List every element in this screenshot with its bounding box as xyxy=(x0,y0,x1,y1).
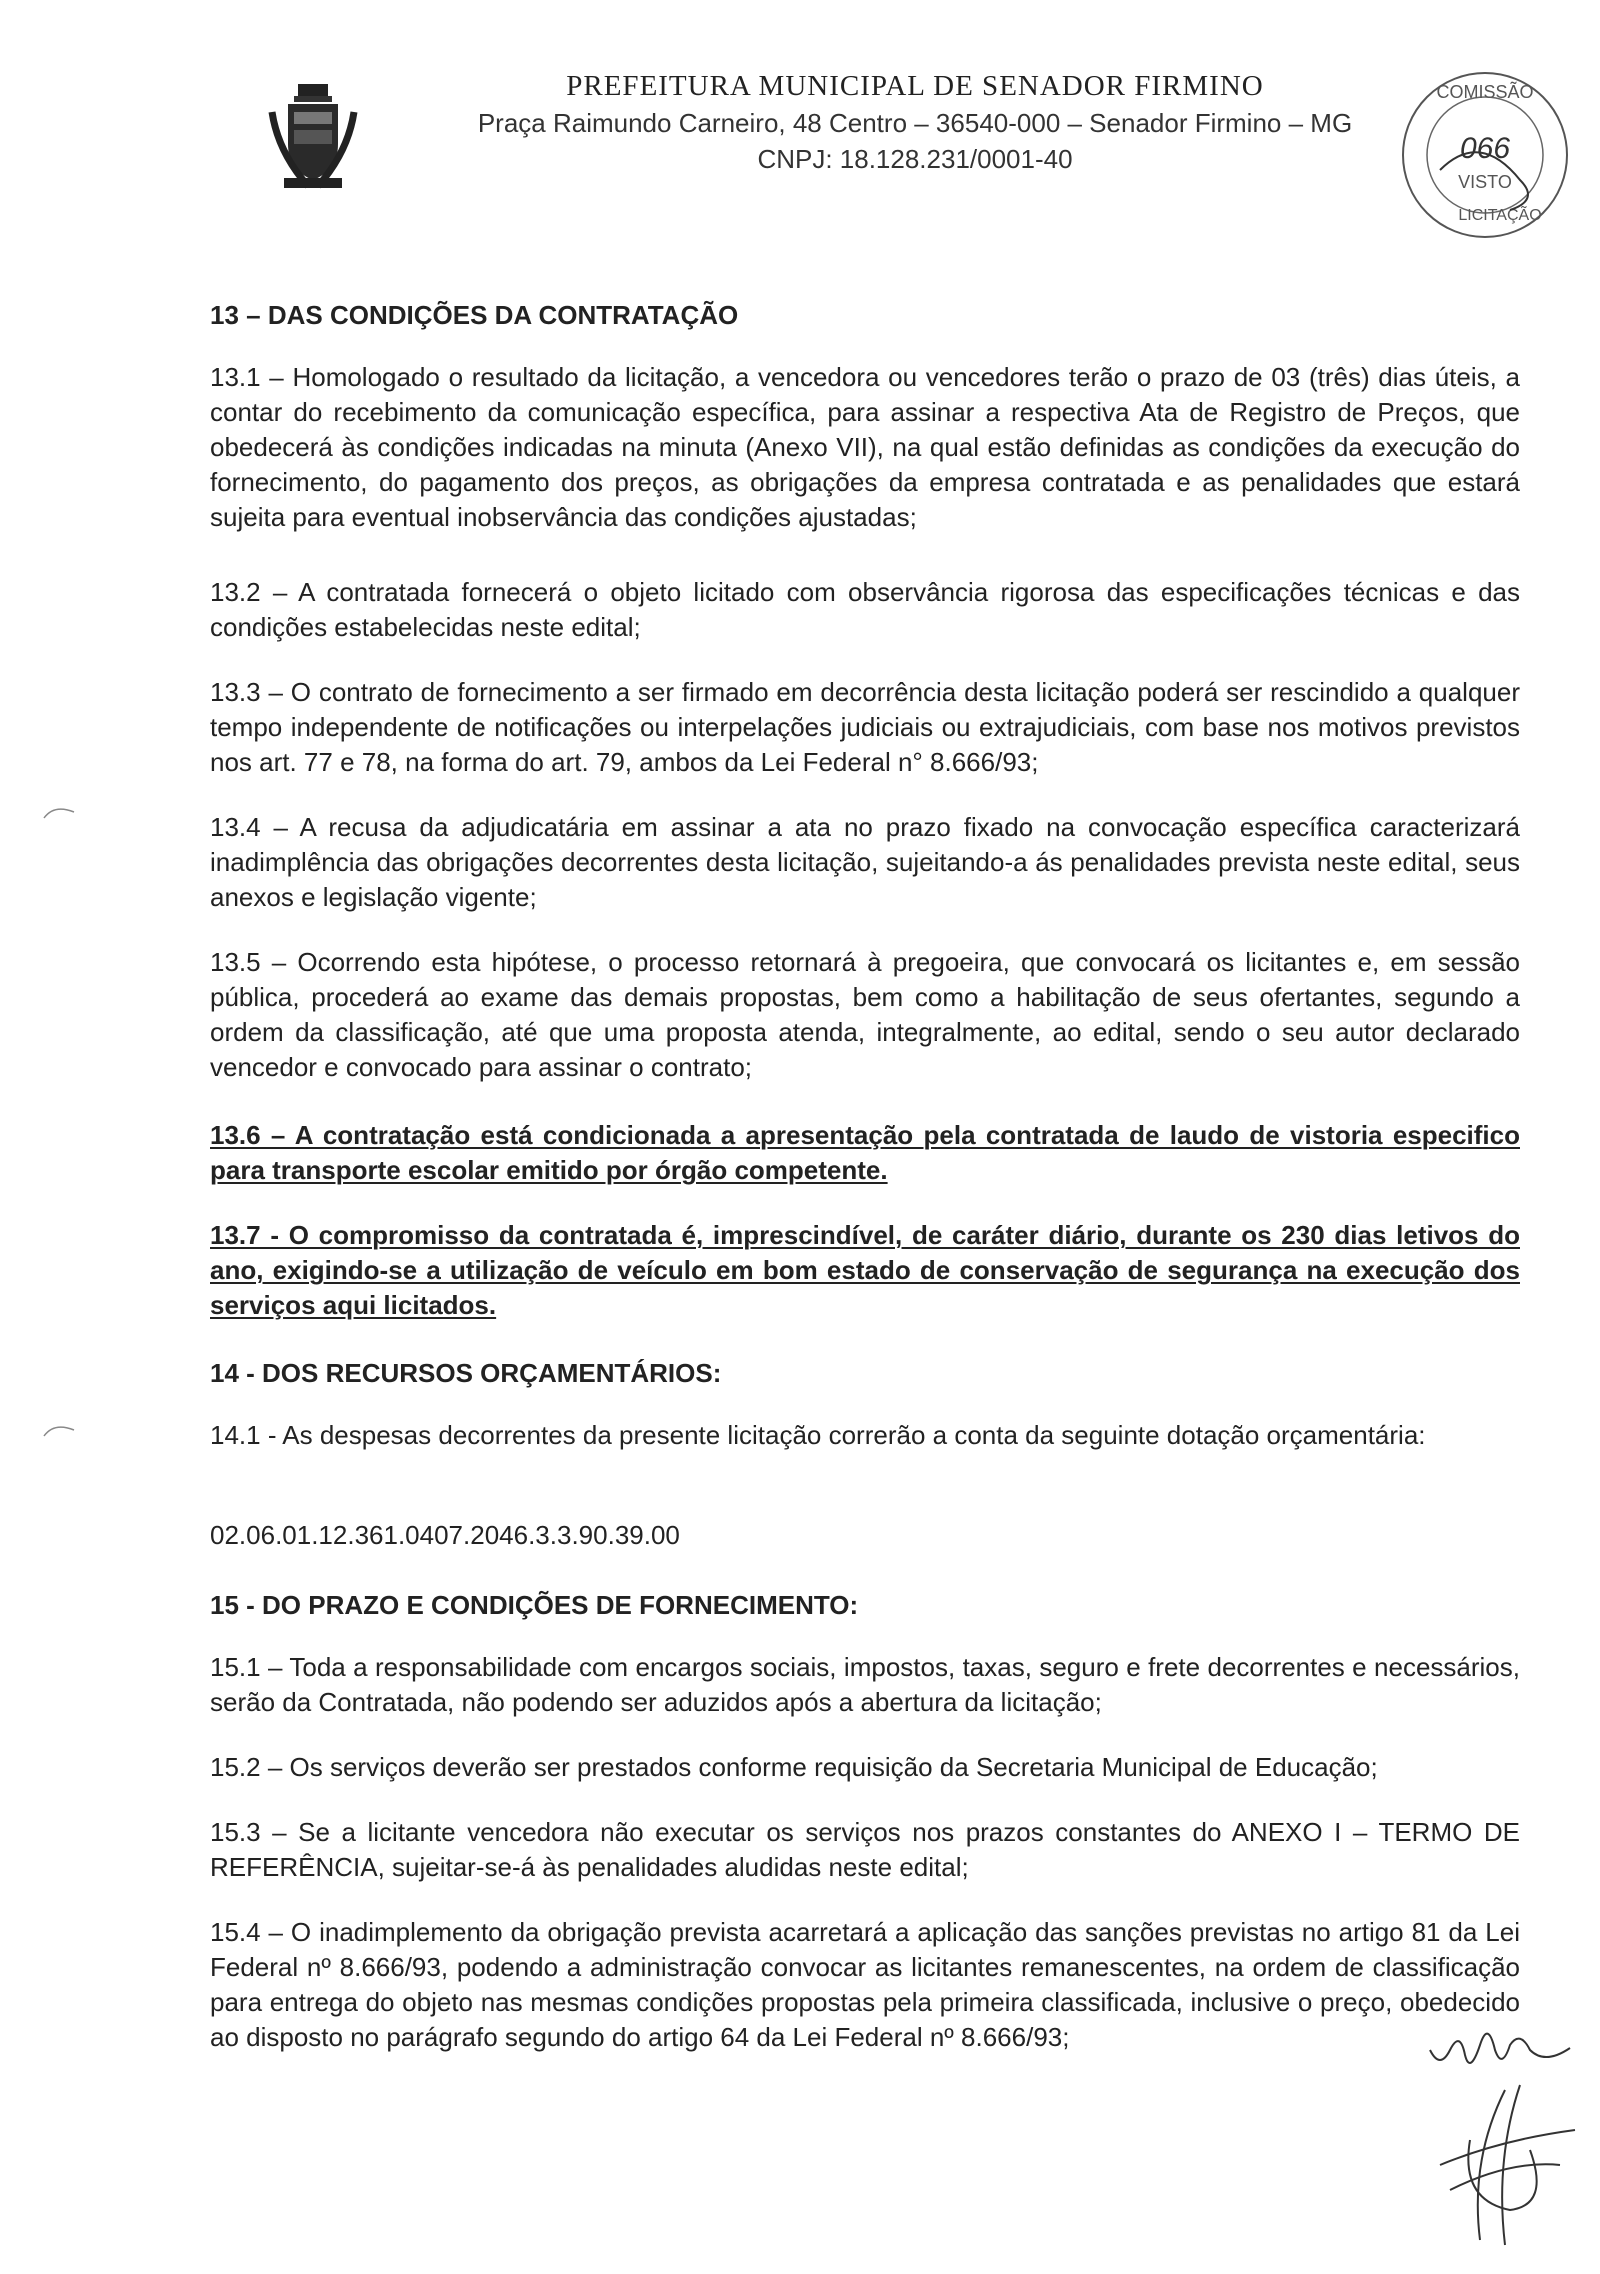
stamp-bottom-text: LICITAÇÃO xyxy=(1458,207,1542,224)
clause-13-1: 13.1 – Homologado o resultado da licitação, a vencedora ou vencedores terão o prazo de 03 (três) dias úteis, a contar do recebimento da comunicação específica, para assinar a respectiva Ata de Registro de Preços, que obedecerá às condições indicadas na minuta (Anexo VII), na qual estão definidas as condições da execução do fornecimento, do pagamento dos preços, as obrigações da empresa contratada e as penalidades que estará sujeita para eventual inobservância das condições ajustadas; xyxy=(210,362,1520,532)
clause-15-2: 15.2 – Os serviços deverão ser prestados conforme requisição da Secretaria Municipal de Educação; xyxy=(210,1752,1378,1782)
margin-mark xyxy=(40,1420,80,1440)
clause-15-3: 15.3 – Se a licitante vencedora não executar os serviços nos prazos constantes do ANEXO I – TERMO DE REFERÊNCIA, sujeitar-se-á às penalidades aludidas neste edital; xyxy=(210,1817,1520,1882)
commission-stamp xyxy=(1390,60,1580,250)
clause-13-4: 13.4 – A recusa da adjudicatária em assinar a ata no prazo fixado na convocação específica caracterizará inadimplência das obrigações decorrentes desta licitação, sujeitando-a ás penalidades prevista neste edital, seus anexos e legislação vigente; xyxy=(210,812,1520,912)
clause-13-5: 13.5 – Ocorrendo esta hipótese, o processo retornará à pregoeira, que convocará os licitantes e, em sessão pública, procederá ao exame das demais propostas, bem como a habilitação de seus ofertantes, segundo a ordem da classificação, até que uma proposta atenda, integralmente, ao edital, sendo o seu autor declarado vencedor e convocado para assinar o contrato; xyxy=(210,947,1520,1082)
section-13-heading: 13 – DAS CONDIÇÕES DA CONTRATAÇÃO xyxy=(210,300,739,330)
clause-13-3: 13.3 – O contrato de fornecimento a ser firmado em decorrência desta licitação poderá ser rescindido a qualquer tempo independente de notificações ou interpelações judiciais ou extrajudiciais, com base nos motivos previstos nos art. 77 e 78, na forma do art. 79, ambos da Lei Federal n° 8.666/93; xyxy=(210,677,1520,777)
clause-13-7: 13.7 - O compromisso da contratada é, imprescindível, de caráter diário, durante os 230 dias letivos do ano, exigindo-se a utilização de veículo em bom estado de conservação de segurança na execução dos serviços aqui licitados. xyxy=(210,1220,1520,1320)
letterhead-cnpj: CNPJ: 18.128.231/0001-40 xyxy=(757,144,1073,174)
clause-13-6: 13.6 – A contratação está condicionada a apresentação pela contratada de laudo de vistoria especifico para transporte escolar emitido por órgão competente. xyxy=(210,1120,1520,1185)
section-15-heading: 15 - DO PRAZO E CONDIÇÕES DE FORNECIMENTO: xyxy=(210,1590,859,1620)
handwritten-signature xyxy=(1410,1990,1580,2260)
letterhead xyxy=(420,70,1410,177)
budget-code: 02.06.01.12.361.0407.2046.3.3.90.39.00 xyxy=(210,1520,680,1550)
section-14-heading: 14 - DOS RECURSOS ORÇAMENTÁRIOS: xyxy=(210,1358,722,1388)
letterhead-title: PREFEITURA MUNICIPAL DE SENADOR FIRMINO xyxy=(566,70,1264,102)
clause-14-1: 14.1 - As despesas decorrentes da presente licitação correrão a conta da seguinte dotação orçamentária: xyxy=(210,1420,1426,1450)
letterhead-address: Praça Raimundo Carneiro, 48 Centro – 36540-000 – Senador Firmino – MG xyxy=(477,108,1353,138)
stamp-number: 066 xyxy=(1459,132,1511,165)
municipal-crest-icon xyxy=(268,82,358,194)
clause-13-2: 13.2 – A contratada fornecerá o objeto licitado com observância rigorosa das especificações técnicas e das condições estabelecidas neste edital; xyxy=(210,577,1520,642)
clause-15-1: 15.1 – Toda a responsabilidade com encargos sociais, impostos, taxas, seguro e frete decorrentes e necessários, serão da Contratada, não podendo ser aduzidos após a abertura da licitação; xyxy=(210,1652,1520,1717)
clause-15-4: 15.4 – O inadimplemento da obrigação prevista acarretará a aplicação das sanções previstas no artigo 81 da Lei Federal nº 8.666/93, podendo a administração convocar as licitantes remanescentes, na ordem de classificação para entrega do objeto nas mesmas condições propostas pela primeira classificada, inclusive o preço, obedecido ao disposto no parágrafo segundo do artigo 64 da Lei Federal nº 8.666/93; xyxy=(210,1917,1520,2052)
margin-mark xyxy=(40,802,80,822)
stamp-top-text: COMISSÃO xyxy=(1436,82,1534,102)
stamp-visto: VISTO xyxy=(1458,172,1512,192)
